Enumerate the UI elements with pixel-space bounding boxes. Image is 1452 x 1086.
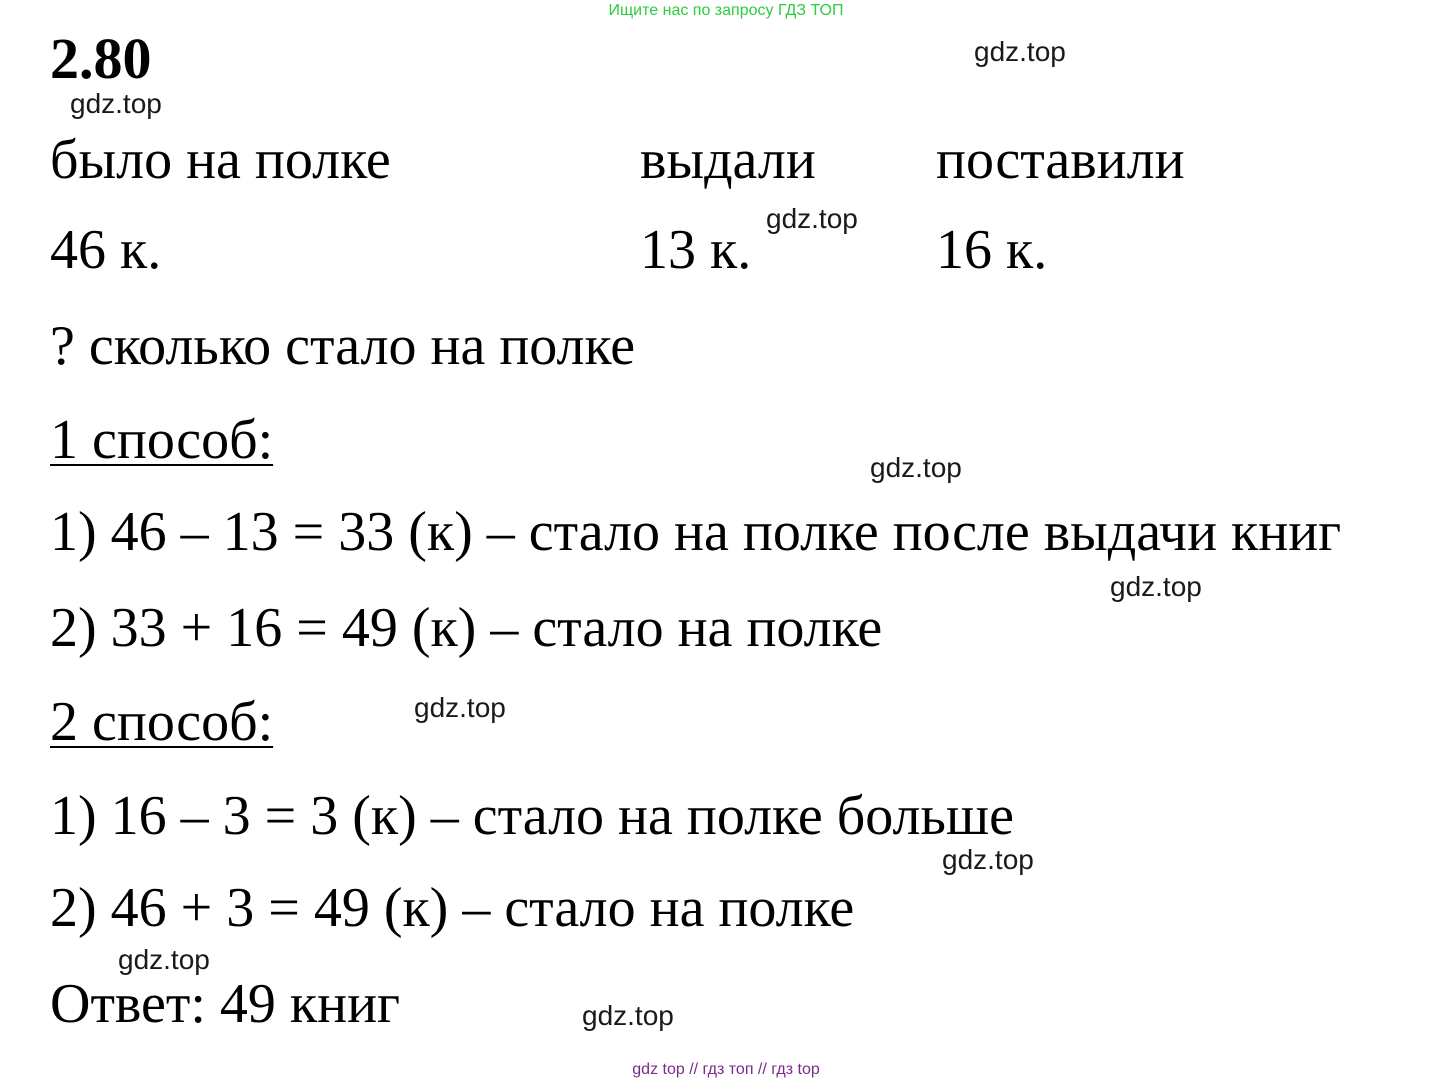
- watermark: gdz.top: [766, 203, 858, 234]
- header-given-out: выдали: [640, 129, 816, 191]
- method1-heading: 1 способ:: [50, 409, 274, 471]
- value-was-on-shelf: 46 к.: [50, 219, 162, 281]
- watermark: gdz.top: [414, 692, 506, 723]
- search-banner: Ищите нас по запросу ГДЗ ТОП: [608, 2, 844, 19]
- footer-watermark: gdz top // гдз топ // гдз top: [632, 1061, 820, 1078]
- value-placed: 16 к.: [936, 219, 1048, 281]
- method2-step2: 2) 46 + 3 = 49 (к) – стало на полке: [50, 877, 855, 939]
- value-given-out: 13 к.: [640, 219, 752, 281]
- method1-step2: 2) 33 + 16 = 49 (к) – стало на полке: [50, 597, 883, 659]
- answer: Ответ: 49 книг: [50, 973, 401, 1035]
- method2-step1: 1) 16 – 3 = 3 (к) – стало на полке больше: [50, 785, 1014, 847]
- watermark: gdz.top: [582, 1000, 674, 1031]
- watermark: gdz.top: [870, 452, 962, 483]
- header-was-on-shelf: было на полке: [50, 129, 391, 191]
- watermark: gdz.top: [974, 36, 1066, 67]
- watermark: gdz.top: [942, 844, 1034, 875]
- watermark: gdz.top: [70, 88, 162, 119]
- method1-step1: 1) 46 – 13 = 33 (к) – стало на полке после выдачи книг: [50, 501, 1342, 563]
- method2-heading: 2 способ:: [50, 691, 274, 753]
- question: ? сколько стало на полке: [50, 315, 636, 377]
- problem-number: 2.80: [50, 26, 152, 91]
- watermark: gdz.top: [118, 944, 210, 975]
- watermark: gdz.top: [1110, 571, 1202, 602]
- header-placed: поставили: [936, 129, 1185, 191]
